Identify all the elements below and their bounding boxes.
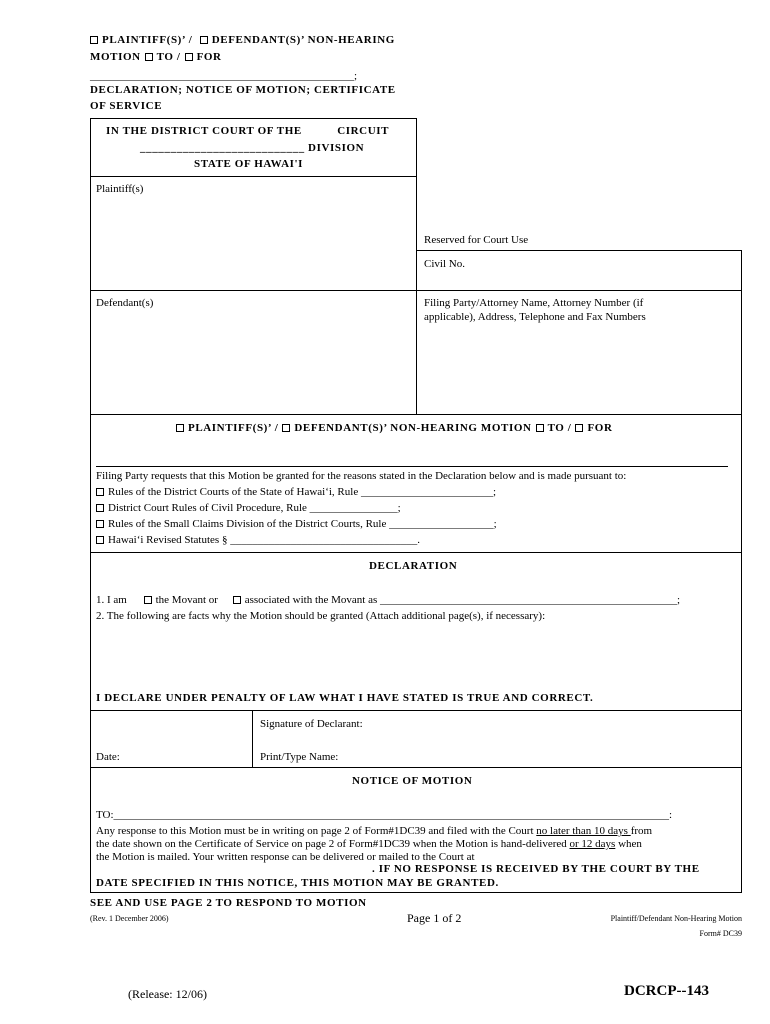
print-name-label: Print/Type Name: — [260, 751, 339, 763]
court-line-1: IN THE DISTRICT COURT OF THE CIRCUIT — [106, 125, 390, 137]
civil-no-label: Civil No. — [424, 258, 465, 270]
reserved-divider — [417, 250, 742, 251]
motion-divider — [90, 414, 742, 415]
header-line-4: OF SERVICE — [90, 100, 163, 112]
notice-paragraph-line-5: DATE SPECIFIED IN THIS NOTICE, THIS MOTION MAY BE GRANTED. — [96, 877, 499, 889]
revision-date: (Rev. 1 December 2006) — [90, 914, 169, 923]
motion-to-checkbox[interactable] — [145, 53, 153, 61]
defendant-label: Defendant(s) — [96, 297, 154, 309]
option-4-checkbox[interactable] — [96, 536, 104, 544]
see-page-2: SEE AND USE PAGE 2 TO RESPOND TO MOTION — [90, 897, 367, 909]
form-name: Plaintiff/Defendant Non-Hearing Motion — [610, 914, 742, 923]
court-line-2: ___________________________ DIVISION — [140, 142, 365, 154]
declaration-item-1: 1. I am the Movant or associated with the Movant as ______________________________________________________; — [96, 594, 681, 606]
signature-vertical-divider — [252, 710, 253, 767]
motion-requests-text: Filing Party requests that this Motion be granted for the reasons stated in the Declaration below and is made pursuant to: — [96, 470, 627, 482]
notice-to-line[interactable]: TO:_____________________________________________________________________________________________________: — [96, 809, 673, 821]
motion-title-for-checkbox[interactable] — [575, 424, 583, 432]
date-label: Date: — [96, 751, 120, 763]
form-number: Form# DC39 — [699, 929, 742, 938]
signature-divider-bottom — [90, 767, 742, 768]
header-line-2: MOTION TO / FOR — [90, 51, 222, 63]
header-line-1: PLAINTIFF(S)’ / DEFENDANT(S)’ NON-HEARING — [90, 34, 395, 46]
motion-blank-line[interactable] — [96, 466, 728, 467]
header-blank-line: ________________________________________________; — [90, 70, 358, 82]
movant-checkbox[interactable] — [144, 596, 152, 604]
caption-divider-1 — [90, 176, 417, 177]
declaration-divider — [90, 552, 742, 553]
release-date: (Release: 12/06) — [128, 987, 207, 1001]
motion-option-2: District Court Rules of Civil Procedure, Rule ________________; — [96, 502, 401, 514]
page-number: Page 1 of 2 — [407, 911, 462, 925]
civil-no-right-border — [741, 250, 742, 290]
header-line-3: DECLARATION; NOTICE OF MOTION; CERTIFICATE — [90, 84, 396, 96]
plaintiff-checkbox[interactable] — [90, 36, 98, 44]
motion-option-1: Rules of the District Courts of the State of Hawai‘i, Rule ________________________; — [96, 486, 496, 498]
motion-option-4: Hawai‘i Revised Statutes § __________________________________. — [96, 534, 420, 546]
associated-checkbox[interactable] — [233, 596, 241, 604]
filing-party-label-1: Filing Party/Attorney Name, Attorney Number (if — [424, 297, 644, 309]
motion-defendant-checkbox[interactable] — [282, 424, 290, 432]
defendant-checkbox[interactable] — [200, 36, 208, 44]
filing-party-label-2: applicable), Address, Telephone and Fax Numbers — [424, 311, 646, 323]
notice-title: NOTICE OF MOTION — [352, 775, 473, 787]
penalty-statement: I DECLARE UNDER PENALTY OF LAW WHAT I HAVE STATED IS TRUE AND CORRECT. — [96, 692, 594, 704]
notice-paragraph-line-4: . IF NO RESPONSE IS RECEIVED BY THE COURT BY THE — [372, 863, 700, 875]
court-line-3: STATE OF HAWAI'I — [194, 158, 304, 170]
signature-divider-top — [90, 710, 742, 711]
motion-title: PLAINTIFF(S)’ / DEFENDANT(S)’ NON-HEARING MOTION TO / FOR — [176, 422, 613, 434]
form-code: DCRCP--143 — [624, 983, 709, 999]
declaration-item-2: 2. The following are facts why the Motion should be granted (Attach additional page(s), if necessary): — [96, 610, 546, 622]
option-2-checkbox[interactable] — [96, 504, 104, 512]
notice-paragraph-line-2: the date shown on the Certificate of Service on page 2 of Form#1DC39 when the Motion is hand-delivered or 12 days when — [96, 838, 642, 850]
notice-paragraph-line-1: Any response to this Motion must be in writing on page 2 of Form#1DC39 and filed with the Court no later than 10 days from — [96, 825, 653, 837]
motion-title-to-checkbox[interactable] — [536, 424, 544, 432]
form-body-box — [90, 290, 742, 893]
motion-option-3: Rules of the Small Claims Division of the District Courts, Rule ___________________; — [96, 518, 497, 530]
signature-label: Signature of Declarant: — [260, 718, 363, 730]
option-3-checkbox[interactable] — [96, 520, 104, 528]
declaration-title: DECLARATION — [369, 560, 458, 572]
motion-plaintiff-checkbox[interactable] — [176, 424, 184, 432]
plaintiff-label: Plaintiff(s) — [96, 183, 144, 195]
reserved-label: Reserved for Court Use — [424, 234, 529, 246]
notice-paragraph-line-3: the Motion is mailed. Your written response can be delivered or mailed to the Court at — [96, 851, 475, 863]
motion-for-checkbox[interactable] — [185, 53, 193, 61]
option-1-checkbox[interactable] — [96, 488, 104, 496]
